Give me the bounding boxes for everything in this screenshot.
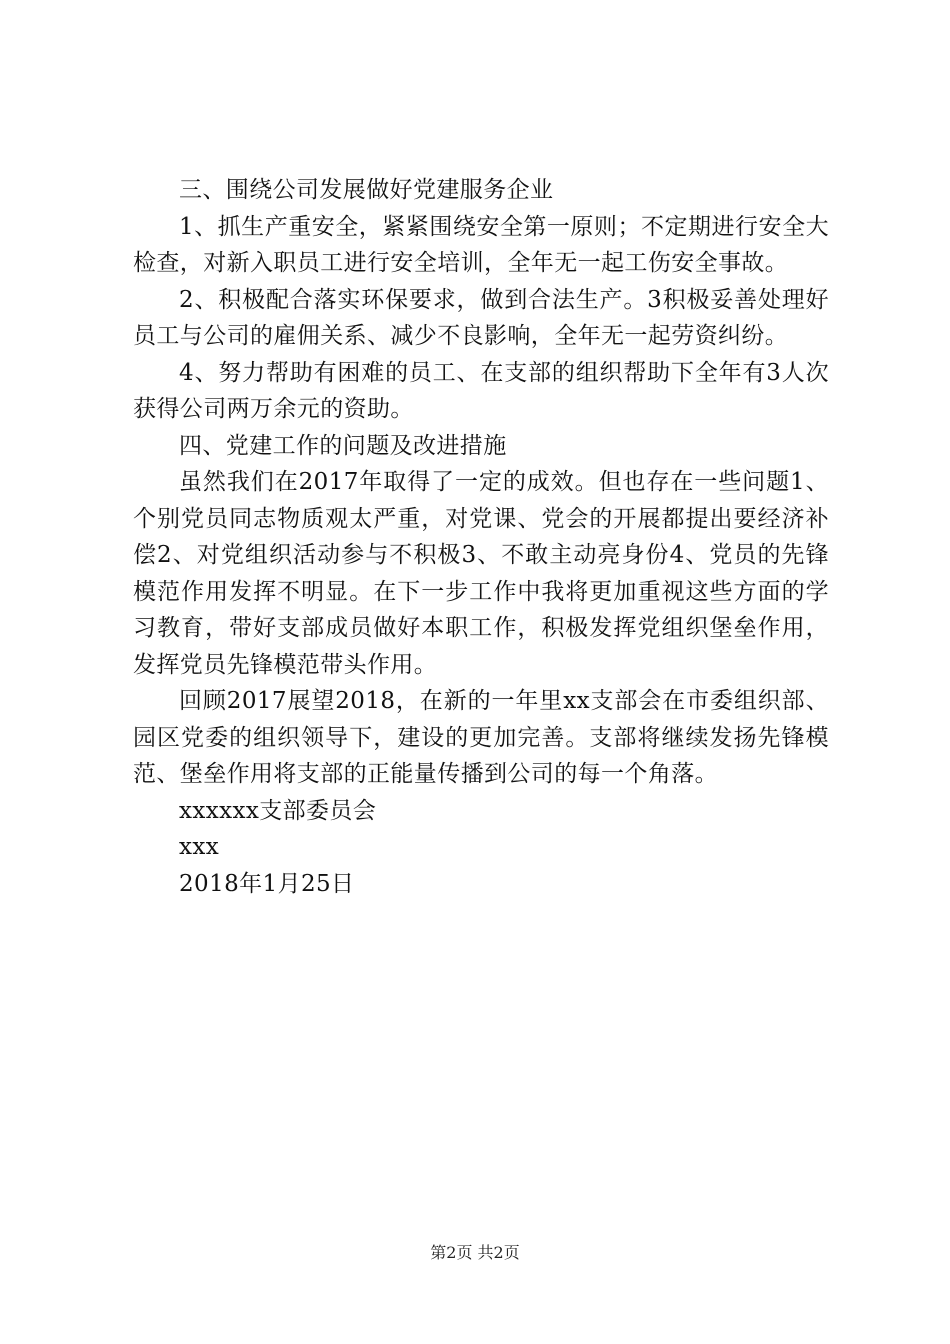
document-body [133, 172, 829, 902]
paragraph-problems: 虽然我们在2017年取得了一定的成效。但也存在一些问题1、个别党员同志物质观太严重，对党课、党会的开展都提出要经济补偿2、对党组织活动参与不积极3、不敢主动亮身份4、党员的先锋模范作用发挥不明显。在下一步工作中我将更加重视这些方面的学习教育，带好支部成员做好本职工作，积极发挥党组织堡垒作用，发挥党员先锋模范带头作用。 [133, 469, 829, 678]
signature-org: xxxxxx支部委员会 [179, 797, 377, 824]
section-heading-4: 四、党建工作的问题及改进措施 [179, 432, 507, 459]
signature-date: 2018年1月25日 [179, 870, 355, 897]
section-heading-3: 三、围绕公司发展做好党建服务企业 [179, 177, 554, 203]
paragraph-environment: 2、积极配合落实环保要求，做到合法生产。3积极妥善处理好员工与公司的雇佣关系、减少不良影响，全年无一起劳资纠纷。 [133, 286, 829, 349]
page-number-footer: 第2页 共2页 [430, 1243, 520, 1262]
signature-block [133, 793, 829, 903]
paragraph-assistance: 4、努力帮助有困难的员工、在支部的组织帮助下全年有3人次获得公司两万余元的资助。 [133, 359, 829, 422]
paragraph-safety: 1、抓生产重安全，紧紧围绕安全第一原则；不定期进行安全大检查，对新入职员工进行安全培训，全年无一起工伤安全事故。 [133, 213, 829, 276]
signature-name: xxx [179, 834, 220, 860]
paragraph-outlook: 回顾2017展望2018，在新的一年里xx支部会在市委组织部、园区党委的组织领导下，建设的更加完善。支部将继续发扬先锋模范、堡垒作用将支部的正能量传播到公司的每一个角落。 [133, 688, 829, 787]
